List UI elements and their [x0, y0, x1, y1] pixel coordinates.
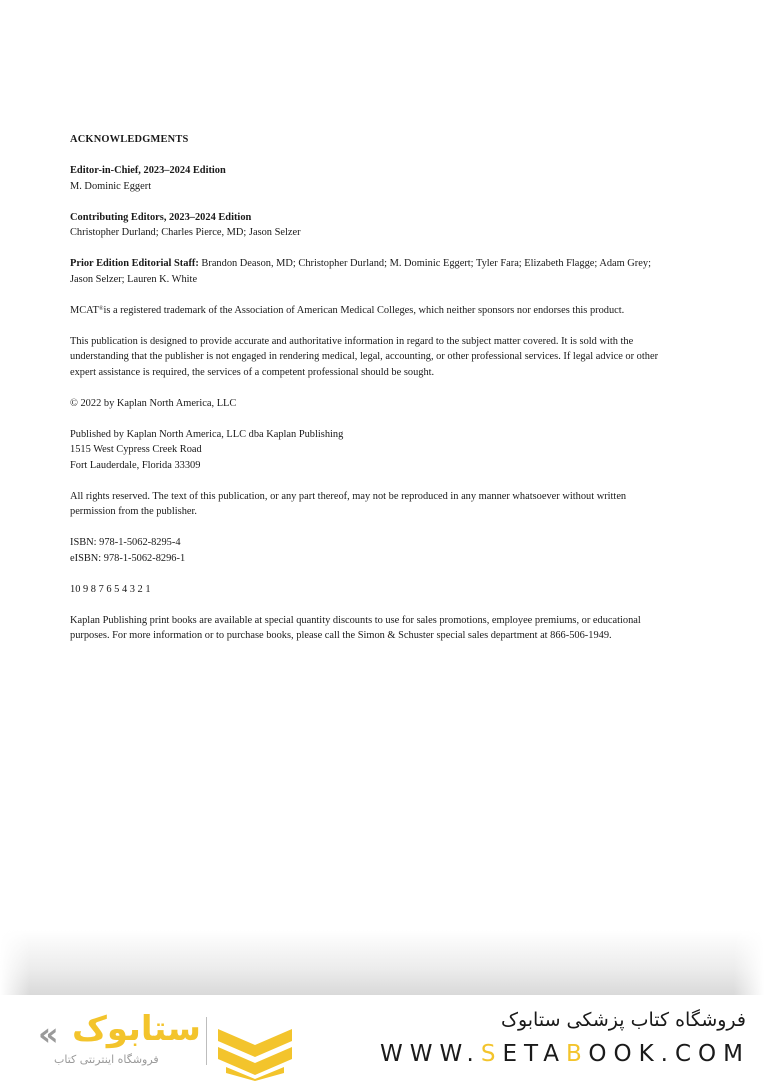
acknowledgments-content	[70, 132, 710, 644]
registered-mark: ®	[98, 305, 104, 312]
publisher-line: Published by Kaplan North America, LLC dba Kaplan Publishing	[70, 428, 344, 440]
prior-staff-names-1: Brandon Deason, MD; Christopher Durland; M. Dominic Eggert; Tyler Fara; Elizabeth Flagge; Adam Grey;	[198, 258, 651, 269]
prior-staff-paragraph	[70, 256, 710, 272]
page-heading: ACKNOWLEDGMENTS	[70, 134, 189, 145]
editor-in-chief-label: Editor-in-Chief, 2023–2024 Edition	[70, 165, 226, 176]
disclaimer-line: understanding that the publisher is not engaged in rendering medical, legal, accounting, or other professional services. If legal advice or other	[70, 351, 659, 362]
store-name-persian: فروشگاه کتاب پزشکی ستابوک	[500, 1009, 746, 1031]
contributing-editors-label: Contributing Editors, 2023–2024 Edition	[70, 211, 252, 223]
book-chevron-logo-icon	[218, 1025, 292, 1081]
rights-line: All rights reserved. The text of this publication, or any part thereof, may not be reproduced in any manner whatsoever without written	[70, 490, 627, 502]
publisher-address: 1515 West Cypress Creek Road	[70, 444, 202, 455]
sales-line: purposes. For more information or to purchase books, please call the Simon & Schuster special sales department at 866-506-1949.	[70, 630, 612, 641]
rights-line: permission from the publisher.	[70, 506, 197, 517]
prior-staff-label: Prior Edition Editorial Staff:	[70, 258, 199, 269]
logo-subtitle: فروشگاه اینترنتی کتاب	[54, 1053, 159, 1066]
store-url[interactable]: WWW.SETABOOK.COM	[379, 1041, 750, 1067]
prior-staff-names-2: Jason Selzer; Lauren K. White	[70, 273, 198, 285]
logo-divider	[206, 1017, 207, 1065]
disclaimer-line: This publication is designed to provide accurate and authoritative information in regard to the subject matter covered. It is sold with the	[70, 335, 634, 347]
trademark-notice: MCAT®is a registered trademark of the Association of American Medical Colleges, which neither sponsors nor endorses this product.	[70, 304, 625, 316]
eisbn: eISBN: 978-1-5062-8296-1	[70, 552, 186, 564]
setabook-logo	[38, 1007, 298, 1075]
logo-wordmark: ستابوک	[72, 1009, 201, 1049]
sales-line: Kaplan Publishing print books are available at special quantity discounts to use for sales promotions, employee premiums, or educational	[70, 614, 641, 626]
contributing-editors-names: Christopher Durland; Charles Pierce, MD; Jason Selzer	[70, 227, 301, 238]
isbn: ISBN: 978-1-5062-8295-4	[70, 537, 181, 548]
chevrons-icon: «	[38, 1015, 59, 1053]
watermark-footer	[0, 995, 764, 1080]
copyright-notice: © 2022 by Kaplan North America, LLC	[70, 397, 237, 409]
disclaimer-line: expert assistance is required, the services of a competent professional should be sought.	[70, 366, 435, 378]
publisher-city: Fort Lauderdale, Florida 33309	[70, 459, 201, 471]
print-line: 10 9 8 7 6 5 4 3 2 1	[70, 583, 151, 595]
page-bottom-shadow	[0, 930, 764, 995]
editor-in-chief-name: M. Dominic Eggert	[70, 180, 152, 192]
